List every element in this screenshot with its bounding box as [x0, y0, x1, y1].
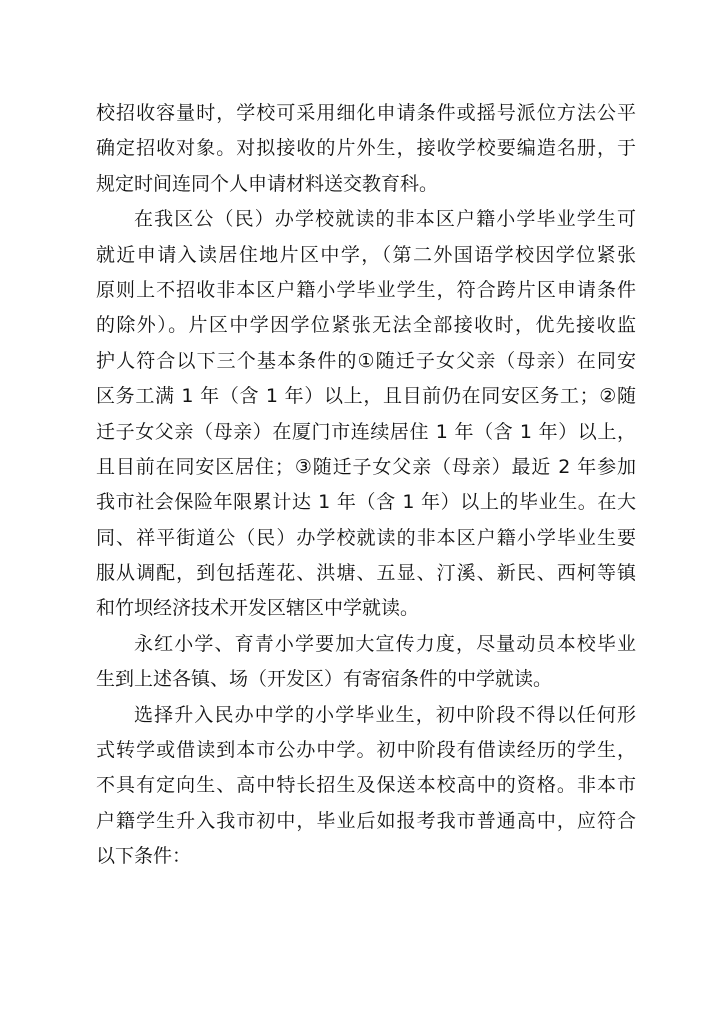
text-line: 原则上不招收非本区户籍小学毕业学生，符合跨片区申请条件 — [96, 278, 636, 301]
paragraph-2 — [96, 202, 636, 627]
text-line: 式转学或借读到本市公办中学。初中阶段有借读经历的学生， — [96, 739, 636, 762]
text-line: 的除外）。片区中学因学位紧张无法全部接收时，优先接收监 — [96, 314, 636, 337]
text-line: 确定招收对象。对拟接收的片外生，接收学校要编造名册，于 — [96, 137, 636, 160]
text-line: 选择升入民办中学的小学毕业生，初中阶段不得以任何形 — [134, 703, 636, 726]
text-line: 在我区公（民）办学校就读的非本区户籍小学毕业学生可 — [134, 208, 636, 231]
paragraph-1 — [96, 96, 636, 202]
text-line: 迁子女父亲（母亲）在厦门市连续居住 1 年（含 1 年）以上， — [96, 420, 636, 443]
text-line: 区务工满 1 年（含 1 年）以上，且目前仍在同安区务工；②随 — [96, 385, 636, 408]
text-line: 规定时间连同个人申请材料送交教育科。 — [96, 172, 439, 195]
text-line: 不具有定向生、高中特长招生及保送本校高中的资格。非本市 — [96, 774, 636, 797]
text-line: 和竹坝经济技术开发区辖区中学就读。 — [96, 597, 420, 620]
paragraph-3 — [96, 627, 636, 698]
text-line: 校招收容量时，学校可采用细化申请条件或摇号派位方法公平 — [96, 102, 636, 124]
text-line: 就近申请入读居住地片区中学，（第二外国语学校因学位紧张 — [96, 243, 636, 266]
paragraph-4 — [96, 698, 636, 875]
text-line: 护人符合以下三个基本条件的①随迁子女父亲（母亲）在同安 — [96, 349, 636, 372]
text-line: 同、祥平街道公（民）办学校就读的非本区户籍小学毕业生要 — [96, 526, 636, 549]
text-line: 户籍学生升入我市初中，毕业后如报考我市普通高中，应符合 — [96, 809, 636, 832]
document-body — [96, 96, 636, 875]
text-line: 我市社会保险年限累计达 1 年（含 1 年）以上的毕业生。在大 — [96, 491, 636, 514]
text-line: 生到上述各镇、场（开发区）有寄宿条件的中学就读。 — [96, 668, 553, 691]
text-line: 且目前在同安区居住；③随迁子女父亲（母亲）最近 2 年参加 — [96, 455, 636, 478]
text-line: 永红小学、育青小学要加大宣传力度，尽量动员本校毕业 — [134, 632, 636, 655]
text-line: 服从调配，到包括莲花、洪塘、五显、汀溪、新民、西柯等镇 — [96, 562, 636, 585]
text-line: 以下条件： — [96, 845, 192, 868]
